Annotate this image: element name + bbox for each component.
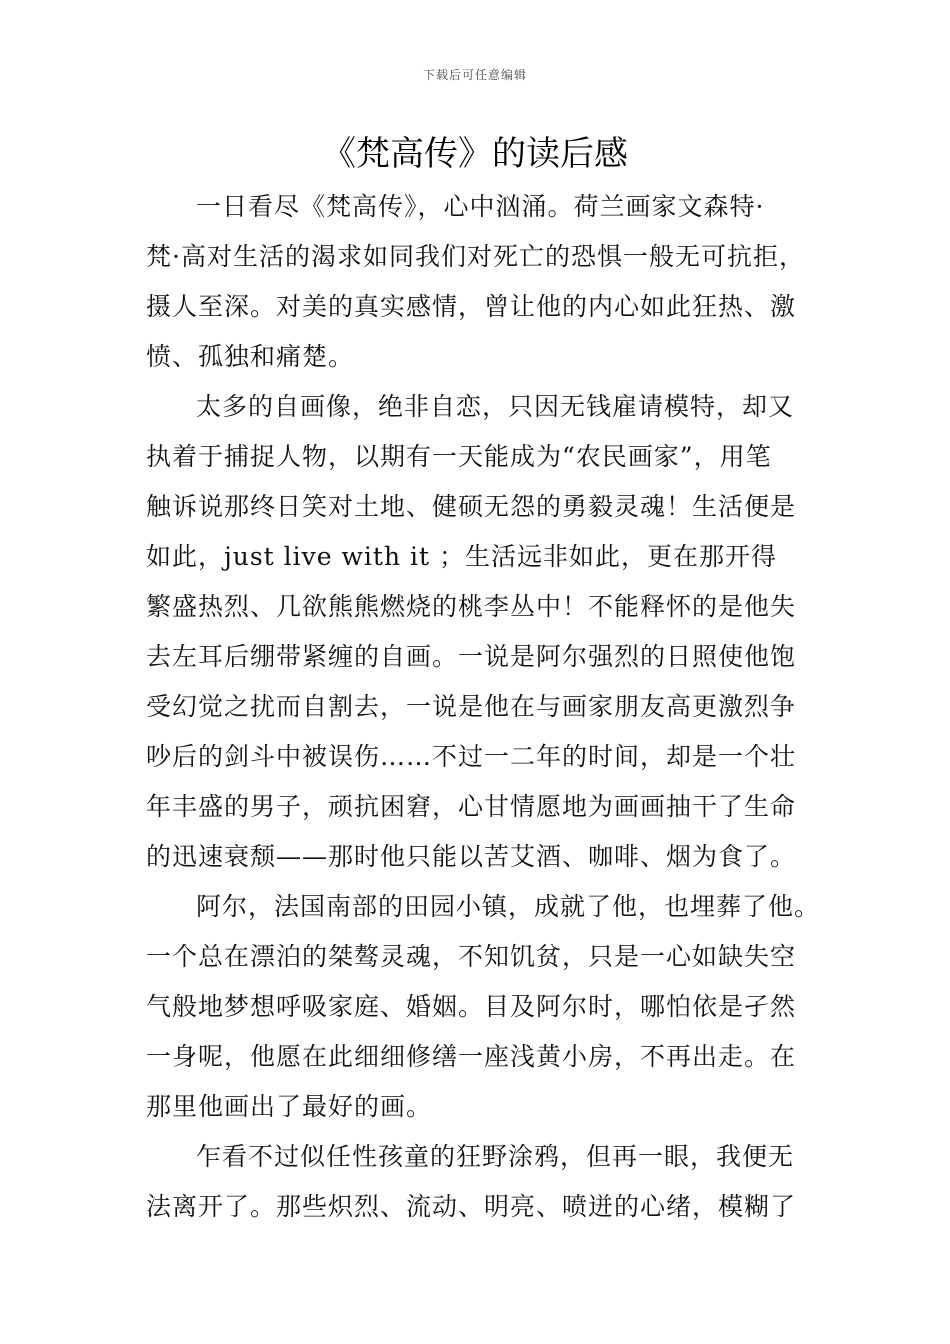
text-line: 一日看尽《梵高传》，心中汹涌。荷兰画家文森特·: [196, 192, 765, 221]
paragraph-1: [146, 182, 822, 382]
text-line: 吵后的剑斗中被误伤……不过一二年的时间，却是一个壮: [146, 742, 797, 771]
document-body: [146, 182, 822, 1232]
document-title: 《梵高传》的读后感: [322, 134, 628, 174]
text-line: 愤、孤独和痛楚。: [146, 342, 355, 371]
text-line: 一身呢，他愿在此细细修缮一座浅黄小房，不再出走。在: [146, 1042, 797, 1071]
text-line: 一个总在漂泊的桀骜灵魂，不知饥贫，只是一心如缺失空: [146, 942, 797, 971]
paragraph-4: [146, 1132, 822, 1232]
text-line: 阿尔，法国南部的田园小镇，成就了他，也埋葬了他。: [196, 892, 821, 921]
text-line: 去左耳后绷带紧缠的自画。一说是阿尔强烈的日照使他饱: [146, 642, 797, 671]
text-line: 气般地梦想呼吸家庭、婚姻。目及阿尔时，哪怕依是孑然: [146, 992, 797, 1021]
text-line: 如此，just live with it ；生活远非如此，更在那开得: [146, 542, 778, 571]
text-line: 法离开了。那些炽烈、流动、明亮、喷迸的心绪，模糊了: [146, 1192, 797, 1221]
text-line: 梵·高对生活的渴求如同我们对死亡的恐惧一般无可抗拒，: [146, 242, 805, 271]
paragraph-3: [146, 882, 822, 1132]
text-line: 太多的自画像，绝非自恋，只因无钱雇请模特，却又: [196, 392, 795, 421]
text-line: 乍看不过似任性孩童的狂野涂鸦，但再一眼，我便无: [196, 1142, 795, 1171]
text-line: 繁盛热烈、几欲熊熊燃烧的桃李丛中！不能释怀的是他失: [146, 592, 797, 621]
text-line: 摄人至深。对美的真实感情，曾让他的内心如此狂热、激: [146, 292, 797, 321]
text-line: 那里他画出了最好的画。: [146, 1092, 433, 1121]
text-line: 触诉说那终日笑对土地、健硕无怨的勇毅灵魂！生活便是: [146, 492, 797, 521]
header-note: 下载后可任意编辑: [422, 68, 527, 82]
text-line: 年丰盛的男子，顽抗困窘，心甘情愿地为画画抽干了生命: [146, 792, 797, 821]
text-line: 执着于捕捉人物，以期有一天能成为“农民画家”，用笔: [146, 442, 772, 471]
paragraph-2: [146, 382, 822, 882]
text-line: 受幻觉之扰而自割去，一说是他在与画家朋友高更激烈争: [146, 692, 797, 721]
text-line: 的迅速衰颓——那时他只能以苦艾酒、咖啡、烟为食了。: [146, 842, 797, 871]
